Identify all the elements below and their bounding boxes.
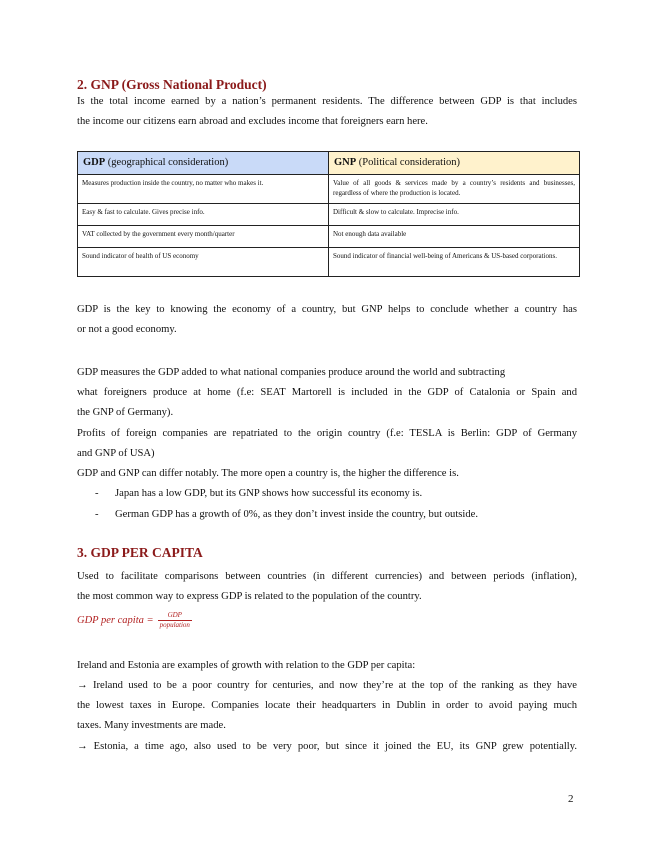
page-number: 2 bbox=[568, 793, 574, 805]
bullet-text: Japan has a low GDP, but its GNP shows how successful its economy is. bbox=[115, 488, 423, 499]
gnp-definition-line-2: the income our citizens earn abroad and excludes income that foreigners earn here. bbox=[77, 116, 428, 127]
gdp-vs-gnp-table bbox=[77, 151, 580, 277]
gnp-definition-line-1: Is the total income earned by a nation’s permanent residents. The difference between GDP is that includes bbox=[77, 96, 577, 107]
table-row bbox=[78, 175, 580, 204]
gnp-cell: Not enough data available bbox=[329, 226, 580, 248]
gnp-cell: Difficult & slow to calculate. Imprecise info. bbox=[329, 204, 580, 226]
bullet-text: German GDP has a growth of 0%, as they don’t invest inside the country, but outside. bbox=[115, 509, 478, 520]
gdp-measures-line-2: what foreigners produce at home (f.e: SEAT Martorell is included in the GDP of Catalonia or Spain and bbox=[77, 387, 577, 398]
profits-line-2: and GNP of USA) bbox=[77, 448, 155, 459]
gdp-cell: Easy & fast to calculate. Gives precise info. bbox=[78, 204, 329, 226]
ireland-line-1: → Ireland used to be a poor country for centuries, and now they’re at the top of the ranking as they have bbox=[77, 680, 577, 691]
gnp-column-header bbox=[329, 152, 580, 175]
gnp-cell: Sound indicator of financial well-being of Americans & US-based corporations. bbox=[329, 248, 580, 277]
gnp-cell: Value of all goods & services made by a country’s residents and businesses, regardless of where the production is located. bbox=[329, 175, 580, 204]
formula-fraction bbox=[158, 611, 192, 630]
ireland-line-3: taxes. Many investments are made. bbox=[77, 720, 226, 731]
estonia-line: → Estonia, a time ago, also used to be very poor, but since it joined the EU, its GNP grew potentially. bbox=[77, 741, 577, 752]
section-3-heading: 3. GDP PER CAPITA bbox=[77, 545, 203, 560]
formula-denominator: population bbox=[159, 621, 190, 629]
per-capita-line-2: the most common way to express GDP is related to the population of the country. bbox=[77, 591, 422, 602]
gdp-header-rest: (geographical consideration) bbox=[105, 157, 229, 168]
table-row bbox=[78, 248, 580, 277]
bullet-dash: - bbox=[95, 488, 99, 499]
table-header-row bbox=[78, 152, 580, 175]
table-row bbox=[78, 204, 580, 226]
gdp-column-header bbox=[78, 152, 329, 175]
gdp-cell: Sound indicator of health of US economy bbox=[78, 248, 329, 277]
per-capita-line-1: Used to facilitate comparisons between countries (in different currencies) and between periods (inflation), bbox=[77, 571, 577, 582]
gdp-key-line-1: GDP is the key to knowing the economy of a country, but GNP helps to conclude whether a country has bbox=[77, 304, 577, 315]
bullet-dash: - bbox=[95, 509, 99, 520]
gdp-header-bold: GDP bbox=[83, 157, 106, 168]
gdp-measures-line-1: GDP measures the GDP added to what national companies produce around the world and subtracting bbox=[77, 367, 506, 378]
examples-intro-line: Ireland and Estonia are examples of growth with relation to the GDP per capita: bbox=[77, 660, 416, 671]
profits-line-1: Profits of foreign companies are repatriated to the origin country (f.e: TESLA is Berlin: GDP of Germany bbox=[77, 428, 577, 439]
gdp-per-capita-formula bbox=[77, 611, 192, 630]
gdp-cell: VAT collected by the government every month/quarter bbox=[78, 226, 329, 248]
ireland-line-2: the lowest taxes in Europe. Companies locate their headquarters in Dublin in order to avoid paying much bbox=[77, 700, 577, 711]
gdp-cell: Measures production inside the country, no matter who makes it. bbox=[78, 175, 329, 204]
section-2-heading: 2. GNP (Gross National Product) bbox=[77, 77, 267, 92]
formula-numerator: GDP bbox=[167, 611, 182, 619]
formula-lhs: GDP per capita = bbox=[77, 615, 154, 626]
list-item bbox=[95, 505, 478, 526]
gdp-gnp-differ-line: GDP and GNP can differ notably. The more open a country is, the higher the difference is. bbox=[77, 468, 459, 479]
list-item bbox=[95, 484, 422, 505]
gnp-header-bold: GNP bbox=[334, 157, 357, 168]
gnp-header-rest: (Political consideration) bbox=[356, 157, 460, 168]
table-row bbox=[78, 226, 580, 248]
gdp-key-line-2: or not a good economy. bbox=[77, 324, 177, 335]
gdp-measures-line-3: the GNP of Germany). bbox=[77, 407, 174, 418]
